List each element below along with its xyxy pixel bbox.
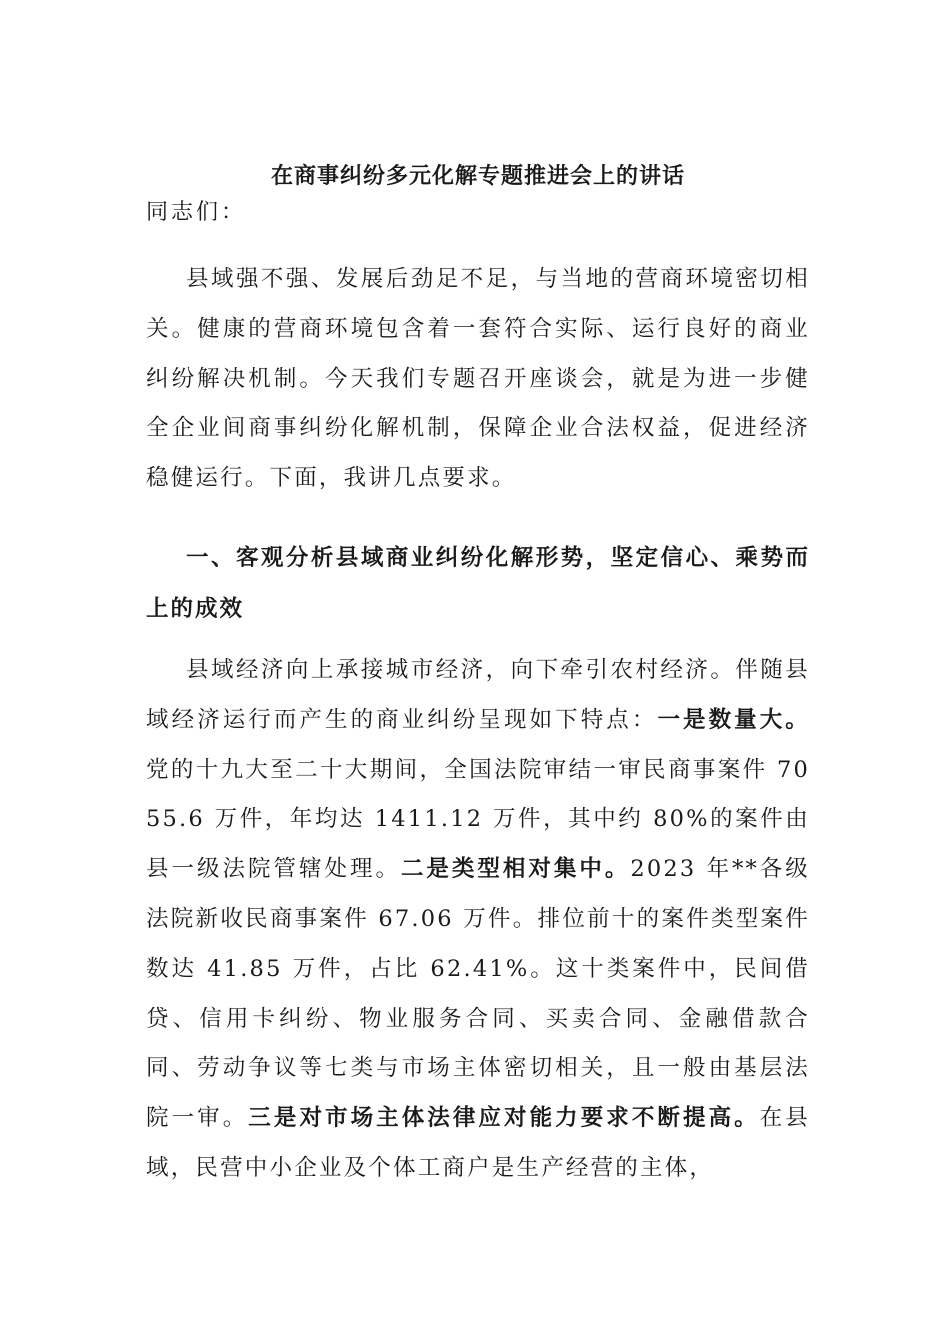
section-1-paragraph — [146, 646, 810, 1194]
key-point-2: 二是类型相对集中。 — [400, 856, 631, 883]
section-heading-1: 一、客观分析县域商业纠纷化解形势，坚定信心、乘势而上的成效 — [146, 545, 810, 622]
salutation: 同志们： — [146, 200, 247, 225]
paragraph-text: 2023 年**各级法院新收民商事案件 67.06 万件。排位前十的案件类型案件数达 41.85 万件，占比 62.41%。这十类案件中，民间借贷、信用卡纠纷、物业服务合同、买卖合同、金融借款合同、劳动争议等七类与市场主体密切相关，且一般由基层法院一审。 — [146, 856, 810, 1132]
page-title: 在商事纠纷多元化解专题推进会上的讲话 — [270, 163, 685, 189]
key-point-1: 一是数量大。 — [657, 706, 810, 733]
paragraph-text: 在县域，民营中小企业及个体工商户是生产经营的主体， — [146, 1105, 810, 1181]
paragraph-text: 党的十九大至二十大期间，全国法院审结一审民商事案件 7055.6 万件，年均达 1411.12 万件，其中约 80%的案件由县一级法院管辖处理。 — [146, 756, 810, 883]
key-point-3: 三是对市场主体法律应对能力要求不断提高。 — [248, 1105, 760, 1132]
intro-paragraph: 县域强不强、发展后劲足不足，与当地的营商环境密切相关。健康的营商环境包含着一套符合实际、运行良好的商业纠纷解决机制。今天我们专题召开座谈会，就是为进一步健全企业间商事纠纷化解机制，保障企业合法权益，促进经济稳健运行。下面，我讲几点要求。 — [146, 266, 810, 492]
paragraph-text: 县域经济向上承接城市经济，向下牵引农村经济。伴随县域经济运行而产生的商业纠纷呈现如下特点： — [146, 657, 810, 733]
